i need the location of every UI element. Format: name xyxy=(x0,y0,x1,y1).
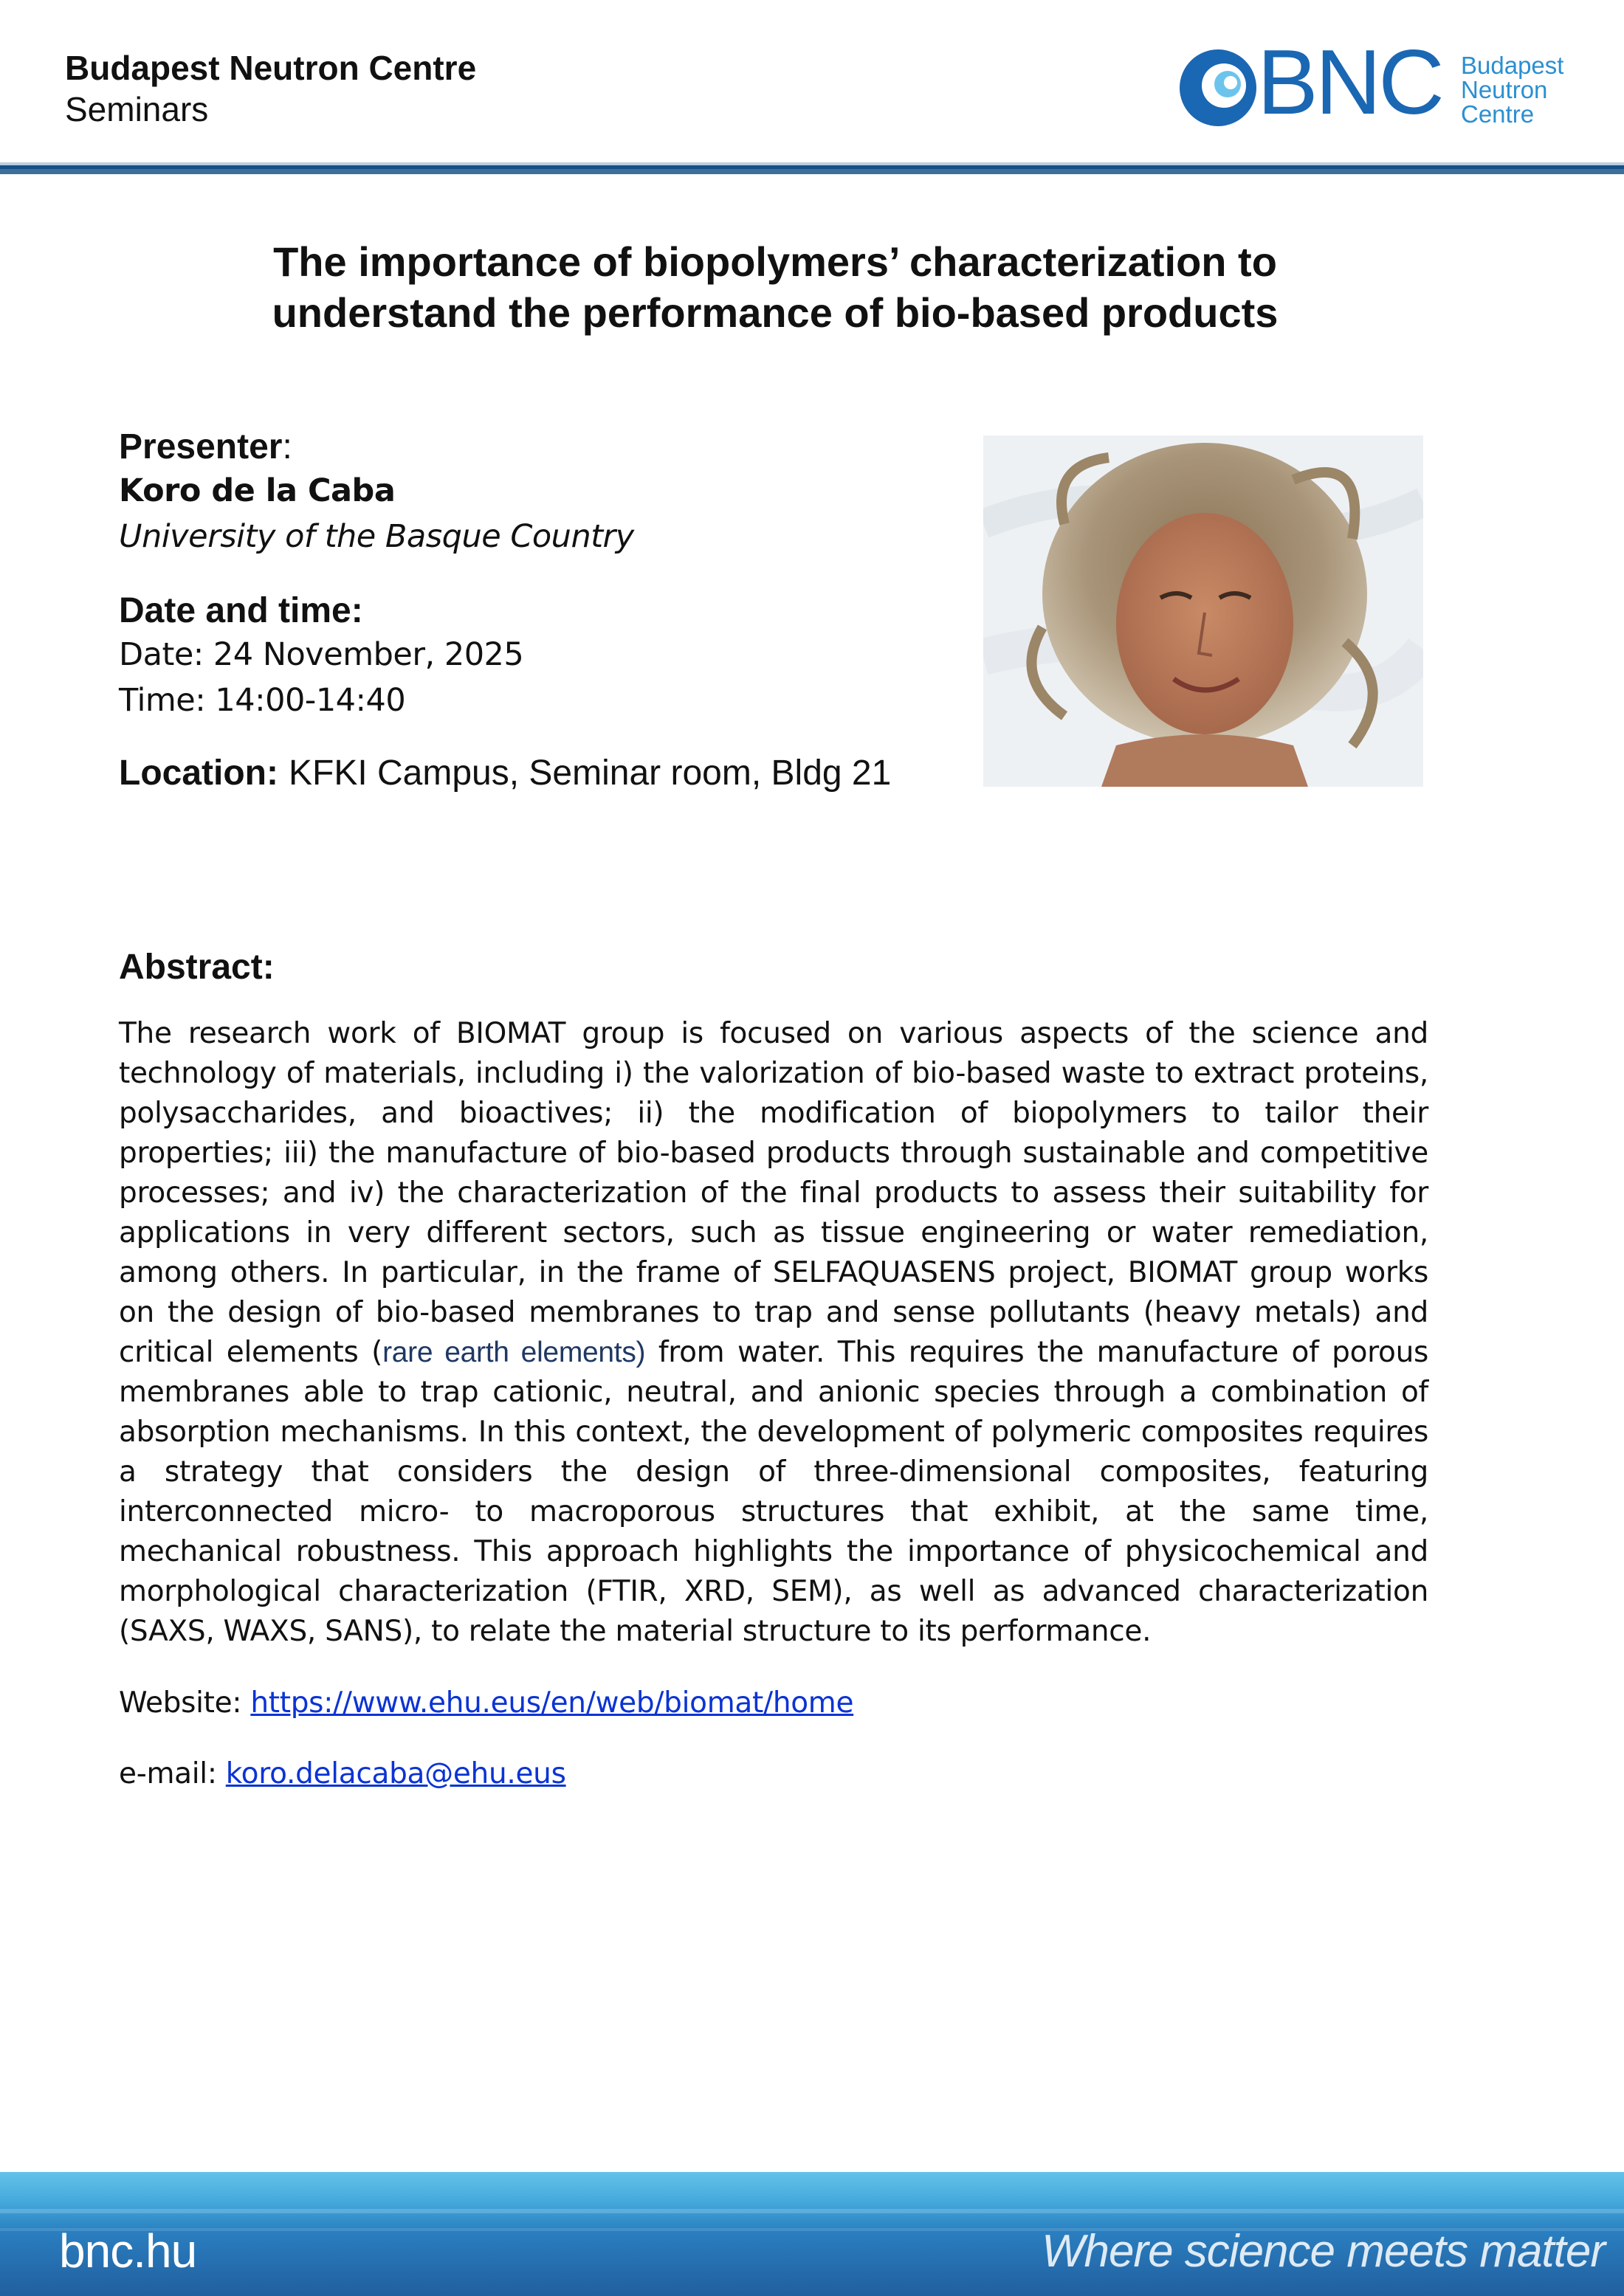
seminar-date: Date: 24 November, 2025 xyxy=(119,636,524,673)
logo-tagline xyxy=(1461,53,1563,126)
organization-name: Budapest Neutron Centre xyxy=(65,49,477,87)
title-line: understand the performance of bio-based products xyxy=(272,289,1279,337)
website-link[interactable]: https://www.ehu.eus/en/web/biomat/home xyxy=(250,1686,854,1720)
website-line xyxy=(119,1686,853,1720)
presenter-label: Presenter xyxy=(119,427,283,466)
location-label: Location: xyxy=(119,754,278,793)
abstract-heading: Abstract: xyxy=(119,948,275,987)
footer-slogan: Where science meets matter xyxy=(1041,2226,1605,2277)
logo-tag-line: Budapest xyxy=(1461,52,1564,79)
logo-tag-line: Neutron xyxy=(1461,76,1548,103)
presenter-colon: : xyxy=(282,427,292,466)
footer-stripe xyxy=(0,2209,1624,2213)
logo-wordmark: BNC xyxy=(1257,32,1442,134)
presenter-heading xyxy=(119,427,292,467)
footer-banner xyxy=(0,2172,1624,2296)
email-label: e-mail: xyxy=(119,1757,226,1790)
location xyxy=(119,753,891,793)
bnc-logo-icon xyxy=(1177,47,1259,128)
abstract-text-part: The research work of BIOMAT group is focused on various aspects of the science and technology of materials, including i) the valorization of bio-based waste to extract proteins, polysaccharides, and bioactives; ii) the modification of biopolymers to tailor their properties; iii) the manufacture of bio-based products through sustainable and competitive processes; and iv) the characterization of the final products to assess their suitability for applications in very different sectors, such as tissue engineering or water remediation, among others. In particular, in the frame of SELFAQUASENS project, BIOMAT group works on the design of bio-based membranes to trap and sense pollutants (heavy metals) and critical elements ( xyxy=(119,1017,1428,1369)
email-link[interactable]: koro.delacaba@ehu.eus xyxy=(225,1757,566,1790)
title-line: The importance of biopolymers’ characterization to xyxy=(273,238,1277,285)
abstract-text-part: from water. This requires the manufacture of porous membranes able to trap cationic, neutral, and anionic species through a combination of absorption mechanisms. In this context, the development of polymeric composites requires a strategy that considers the design of three-dimensional composites, featuring interconnected micro- to macroporous structures that exhibit, at the same time, mechanical robustness. This approach highlights the importance of physicochemical and morphological characterization (FTIR, XRD, SEM), as well as advanced characterization (SAXS, WAXS, SANS), to relate the material structure to its performance. xyxy=(119,1336,1429,1648)
logo-tag-line: Centre xyxy=(1461,100,1535,128)
header-divider xyxy=(0,162,1624,174)
presenter-affiliation: University of the Basque Country xyxy=(119,518,634,555)
seminar-time: Time: 14:00-14:40 xyxy=(119,682,406,719)
presenter-name: Koro de la Caba xyxy=(119,472,396,509)
abstract-text xyxy=(119,1014,1428,1652)
header-organization xyxy=(65,47,476,130)
bnc-logo xyxy=(1177,32,1591,134)
website-label: Website: xyxy=(119,1686,251,1720)
datetime-heading: Date and time: xyxy=(119,591,363,630)
series-name: Seminars xyxy=(65,90,209,129)
location-value: KFKI Campus, Seminar room, Bldg 21 xyxy=(288,754,892,793)
seminar-title xyxy=(148,236,1403,339)
footer-site: bnc.hu xyxy=(59,2224,197,2278)
portrait-illustration xyxy=(983,435,1423,787)
presenter-photo xyxy=(983,435,1423,787)
email-line xyxy=(119,1757,566,1790)
abstract-highlight: rare earth elements) xyxy=(382,1337,646,1368)
